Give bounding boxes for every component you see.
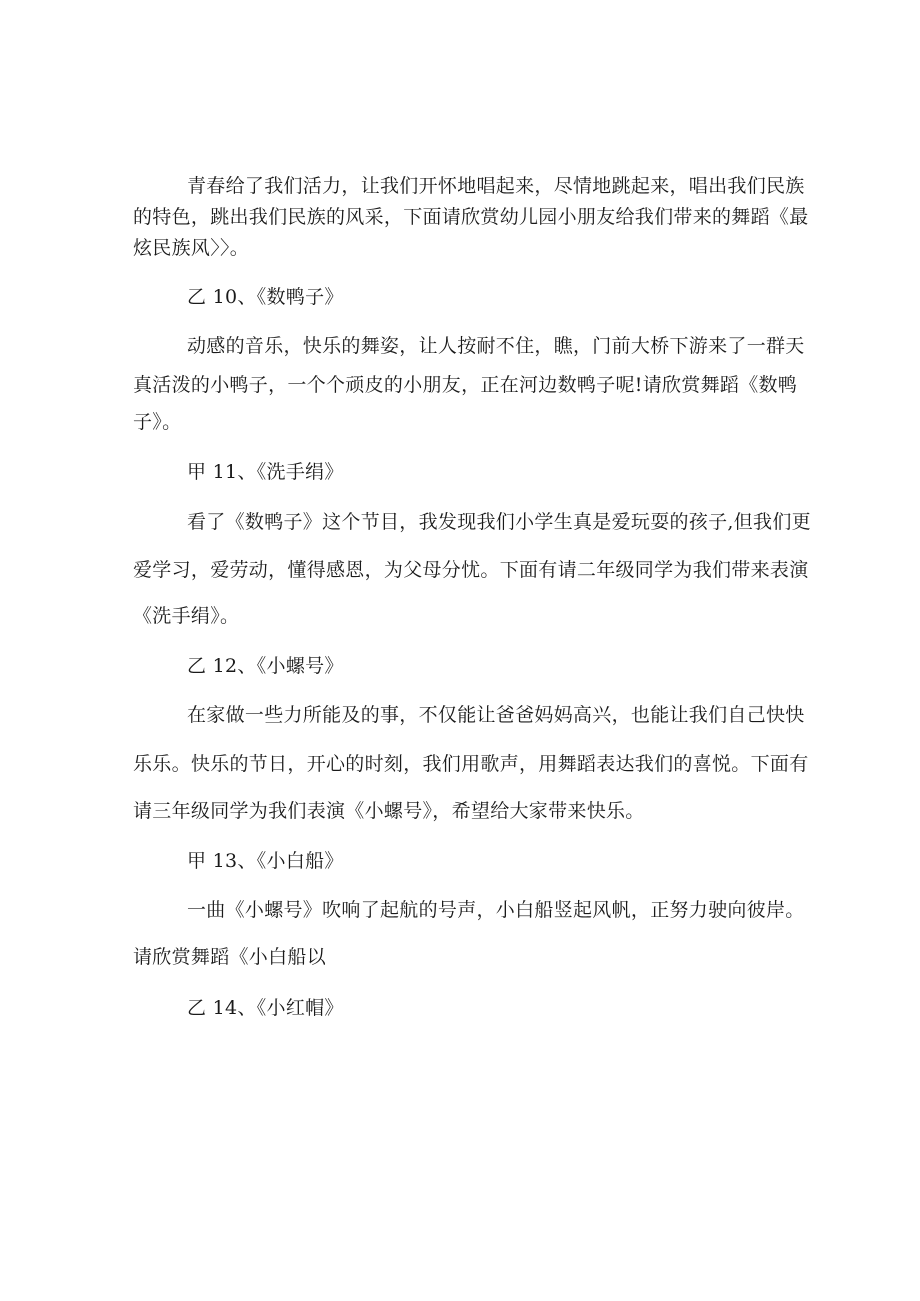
program-heading-10: 乙 10、《数鸭子》 [187,286,344,308]
program-heading-14: 乙 14、《小红帽》 [187,997,344,1019]
paragraph-1-line-2: 的特色，跳出我们民族的风采，下面请欣赏幼儿园小朋友给我们带来的舞蹈《最 [133,206,809,228]
paragraph-5-line-1: 一曲《小螺号》吹响了起航的号声，小白船竖起风帆，正努力驶向彼岸。 [187,899,805,921]
paragraph-1-line-3: 炫民族风〉〉。 [133,237,250,259]
paragraph-3-line-2: 爱学习，爱劳动，懂得感恩，为父母分忧。下面有请二年级同学为我们带来表演 [133,559,809,581]
paragraph-3-line-1: 看了《数鸭子》这个节目，我发现我们小学生真是爱玩耍的孩子,但我们更 [187,511,811,533]
paragraph-4-line-2: 乐乐。快乐的节日，开心的时刻，我们用歌声，用舞蹈表达我们的喜悦。下面有 [133,753,809,775]
paragraph-2-line-2: 真活泼的小鸭子，一个个顽皮的小朋友，正在河边数鸭子呢!请欣赏舞蹈《数鸭 [133,374,798,396]
paragraph-1-line-1: 青春给了我们活力，让我们开怀地唱起来，尽情地跳起来，唱出我们民族 [187,175,805,197]
program-heading-13: 甲 13、《小白船》 [187,850,344,872]
program-heading-11: 甲 11、《洗手绢》 [187,461,344,483]
program-heading-12: 乙 12、《小螺号》 [187,655,344,677]
paragraph-4-line-1: 在家做一些力所能及的事，不仅能让爸爸妈妈高兴，也能让我们自己快快 [187,704,805,726]
paragraph-5-line-2: 请欣赏舞蹈《小白船以 [133,946,327,968]
paragraph-4-line-3: 请三年级同学为我们表演《小螺号》，希望给大家带来快乐。 [133,800,645,822]
paragraph-2-line-3: 子》。 [133,411,182,433]
paragraph-2-line-1: 动感的音乐，快乐的舞姿，让人按耐不住，瞧，门前大桥下游来了一群天 [187,335,805,357]
paragraph-3-line-3: 《洗手绢》。 [133,605,240,627]
